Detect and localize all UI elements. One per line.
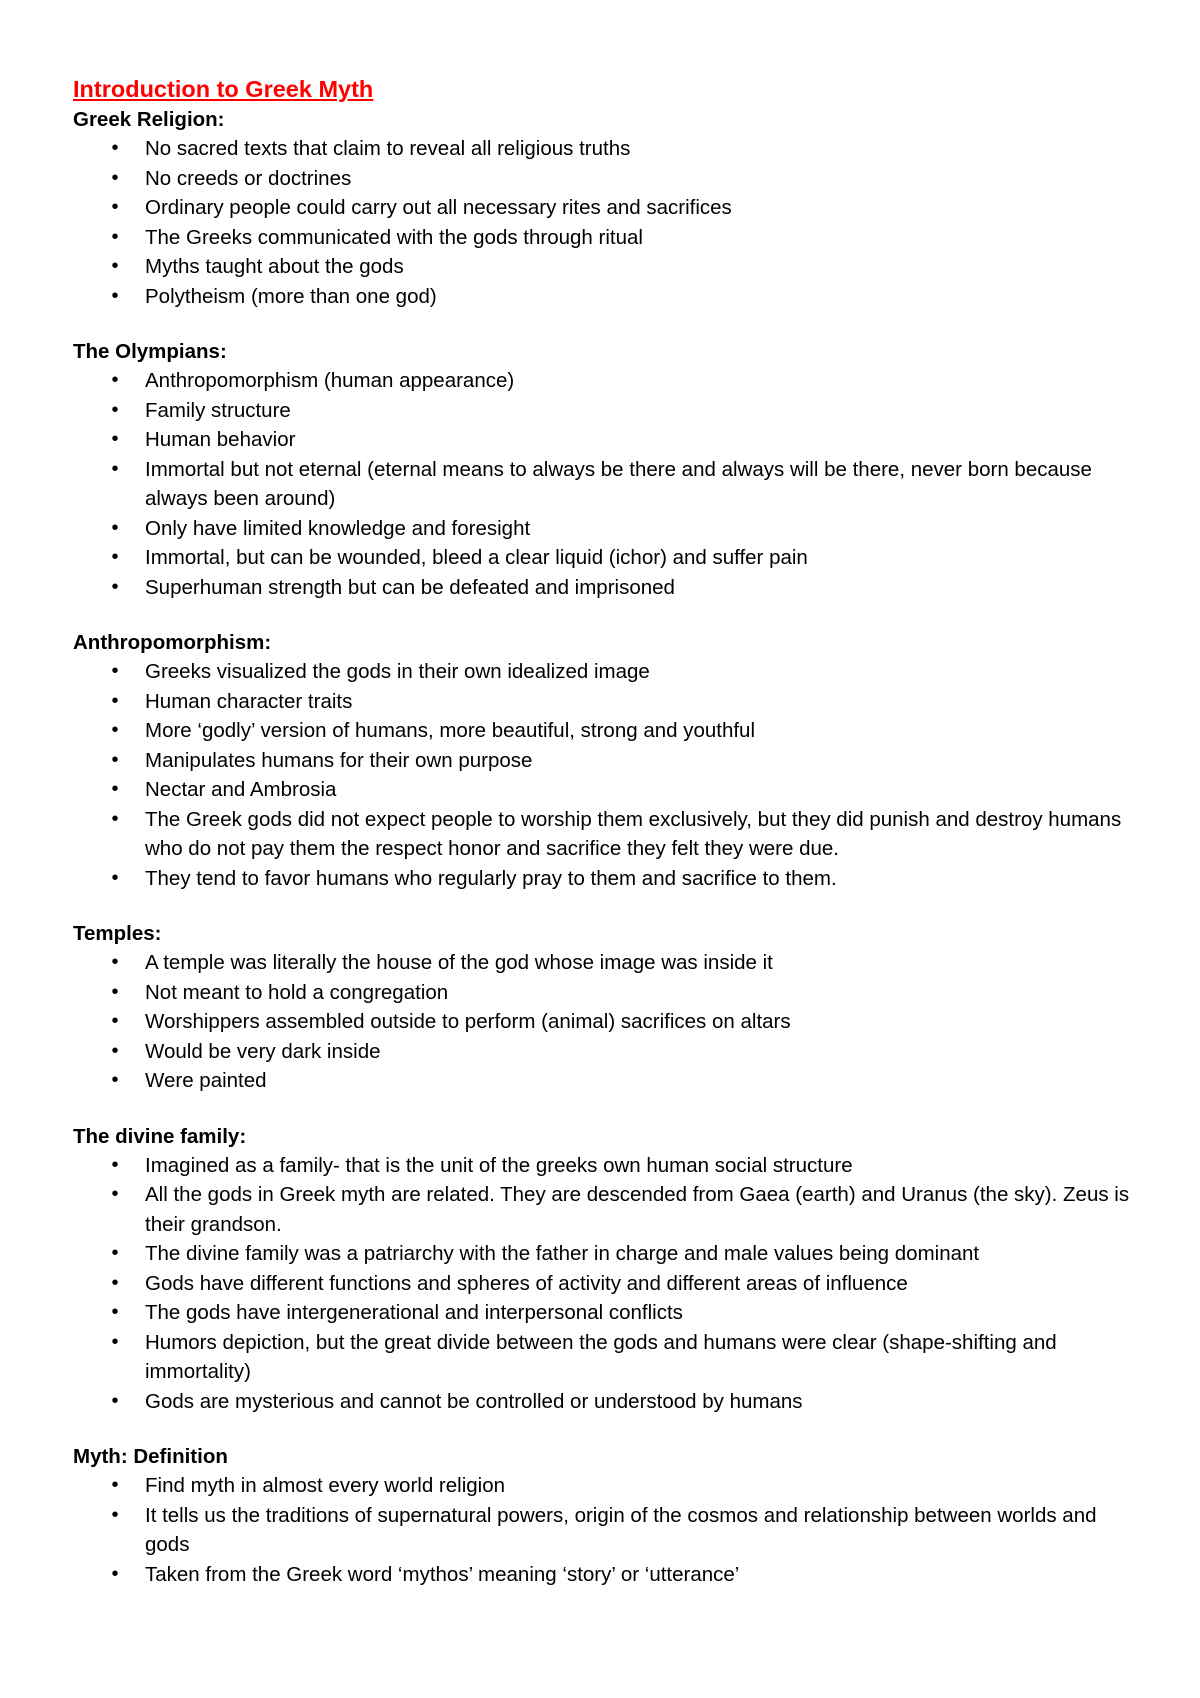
bullet-item [73, 716, 1133, 746]
bullet-point-icon: • [111, 1010, 119, 1032]
bullet-text: Were painted [145, 1069, 267, 1092]
bullet-text: A temple was literally the house of the god whose image was inside it [145, 951, 773, 974]
bullet-list [73, 948, 1133, 1096]
bullet-text: Gods are mysterious and cannot be controlled or understood by humans [145, 1389, 803, 1413]
bullet-point-icon: • [111, 1242, 119, 1264]
bullet-list [73, 1471, 1133, 1589]
bullet-text: Immortal but not eternal (eternal means to always be there and always will be there, never born because always been around) [145, 457, 1092, 510]
bullet-item [73, 746, 1133, 776]
bullet-item [73, 805, 1133, 864]
bullet-point-icon: • [111, 1183, 119, 1205]
bullet-point-icon: • [111, 546, 119, 568]
bullet-point-icon: • [111, 1271, 119, 1294]
bullet-item [73, 1328, 1133, 1387]
bullet-item [73, 1007, 1133, 1037]
bullet-point-icon: • [111, 980, 119, 1003]
bullet-point-icon: • [111, 516, 119, 539]
bullet-list [73, 134, 1133, 311]
bullet-text: Only have limited knowledge and foresight [145, 516, 531, 540]
document-title: Introduction to Greek Myth [73, 76, 374, 102]
bullet-point-icon: • [111, 660, 119, 682]
bullet-point-icon: • [111, 1301, 119, 1323]
section-heading: The divine family: [73, 1124, 247, 1148]
bullet-item [73, 282, 1133, 312]
bullet-item [73, 948, 1133, 978]
bullet-point-icon: • [111, 807, 119, 830]
bullet-text: The Greeks communicated with the gods through ritual [145, 225, 643, 249]
bullet-point-icon: • [111, 284, 119, 307]
bullet-point-icon: • [111, 719, 119, 741]
bullet-text: Gods have different functions and spheres of activity and different areas of influence [145, 1271, 908, 1295]
bullet-text: Not meant to hold a congregation [145, 980, 449, 1004]
bullet-item [73, 978, 1133, 1008]
bullet-item [73, 1269, 1133, 1299]
bullet-text: The Greek gods did not expect people to worship them exclusively, but they did punish and destroy humans who do not pay them the respect honor and sacrifice they felt they were due. [145, 807, 1122, 860]
bullet-item [73, 1066, 1133, 1096]
bullet-item [73, 1151, 1133, 1181]
bullet-point-icon: • [111, 225, 119, 248]
bullet-item [73, 134, 1133, 164]
bullet-item [73, 514, 1133, 544]
section [73, 629, 1133, 893]
bullet-item [73, 366, 1133, 396]
bullet-text: Taken from the Greek word ‘mythos’ meaning ‘story’ or ‘utterance’ [145, 1562, 740, 1586]
bullet-point-icon: • [111, 1069, 119, 1091]
bullet-text: No creeds or doctrines [145, 166, 352, 190]
bullet-item [73, 223, 1133, 253]
bullet-point-icon: • [111, 951, 119, 973]
bullet-item [73, 1387, 1133, 1417]
bullet-text: Ordinary people could carry out all necessary rites and sacrifices [145, 196, 732, 219]
bullet-point-icon: • [111, 196, 119, 218]
bullet-item [73, 193, 1133, 223]
bullet-item [73, 1180, 1133, 1239]
bullet-text: Worshippers assembled outside to perform (animal) sacrifices on altars [145, 1010, 791, 1033]
bullet-item [73, 1560, 1133, 1590]
bullet-text: Anthropomorphism (human appearance) [145, 369, 515, 392]
bullet-item [73, 1471, 1133, 1501]
bullet-item [73, 864, 1133, 894]
section [73, 1123, 1133, 1417]
bullet-point-icon: • [111, 398, 119, 421]
bullet-point-icon: • [111, 457, 119, 480]
section [73, 106, 1133, 311]
bullet-item [73, 1239, 1133, 1269]
section [73, 1443, 1133, 1589]
bullet-text: Polytheism (more than one god) [145, 284, 437, 308]
bullet-point-icon: • [111, 1503, 119, 1526]
bullet-point-icon: • [111, 575, 119, 598]
bullet-point-icon: • [111, 1562, 119, 1585]
bullet-point-icon: • [111, 866, 119, 889]
bullet-text: Superhuman strength but can be defeated and imprisoned [145, 575, 675, 599]
bullet-list [73, 1151, 1133, 1417]
section-heading: Myth: Definition [73, 1445, 228, 1468]
section-heading: The Olympians: [73, 340, 227, 363]
bullet-point-icon: • [111, 1153, 119, 1176]
bullet-point-icon: • [111, 748, 119, 771]
bullet-item [73, 425, 1133, 455]
bullet-point-icon: • [111, 778, 119, 800]
bullet-item [73, 657, 1133, 687]
bullet-item [73, 775, 1133, 805]
bullet-text: Nectar and Ambrosia [145, 778, 337, 801]
bullet-item [73, 687, 1133, 717]
sections-container [73, 106, 1133, 1589]
bullet-text: Human behavior [145, 428, 296, 451]
bullet-text: Manipulates humans for their own purpose [145, 748, 533, 772]
bullet-point-icon: • [111, 137, 119, 159]
bullet-list [73, 366, 1133, 602]
bullet-point-icon: • [111, 689, 119, 712]
bullet-text: All the gods in Greek myth are related. They are descended from Gaea (earth) and Uranus (the sky). Zeus is their grandson. [145, 1183, 1130, 1236]
bullet-item [73, 396, 1133, 426]
bullet-text: Find myth in almost every world religion [145, 1474, 506, 1497]
section-heading: Greek Religion: [73, 108, 225, 131]
bullet-text: Immortal, but can be wounded, bleed a clear liquid (ichor) and suffer pain [145, 546, 808, 569]
bullet-point-icon: • [111, 369, 119, 391]
bullet-text: Greeks visualized the gods in their own idealized image [145, 660, 650, 683]
section-heading: Temples: [73, 922, 162, 945]
bullet-text: Family structure [145, 398, 291, 422]
bullet-text: Would be very dark inside [145, 1039, 381, 1063]
bullet-text: The gods have intergenerational and interpersonal conflicts [145, 1301, 683, 1324]
bullet-text: Human character traits [145, 689, 353, 713]
bullet-text: Humors depiction, but the great divide between the gods and humans were clear (shape-shifting and immortality) [145, 1330, 1057, 1383]
bullet-point-icon: • [111, 255, 119, 277]
bullet-text: It tells us the traditions of supernatural powers, origin of the cosmos and relationship between worlds and gods [145, 1503, 1097, 1556]
bullet-point-icon: • [111, 1330, 119, 1353]
section [73, 920, 1133, 1096]
bullet-text: The divine family was a patriarchy with the father in charge and male values being dominant [145, 1242, 980, 1265]
section-heading: Anthropomorphism: [73, 631, 272, 654]
bullet-item [73, 573, 1133, 603]
bullet-list [73, 657, 1133, 893]
bullet-text: No sacred texts that claim to reveal all religious truths [145, 137, 631, 160]
bullet-text: Myths taught about the gods [145, 255, 404, 278]
bullet-point-icon: • [111, 1389, 119, 1412]
section [73, 338, 1133, 602]
bullet-item [73, 1501, 1133, 1560]
bullet-item [73, 1298, 1133, 1328]
bullet-point-icon: • [111, 166, 119, 189]
bullet-item [73, 455, 1133, 514]
bullet-item [73, 252, 1133, 282]
bullet-text: Imagined as a family- that is the unit of the greeks own human social structure [145, 1153, 853, 1177]
bullet-text: They tend to favor humans who regularly pray to them and sacrifice to them. [145, 866, 837, 890]
bullet-point-icon: • [111, 1474, 119, 1496]
document-page [73, 72, 1133, 1589]
bullet-item [73, 1037, 1133, 1067]
bullet-item [73, 164, 1133, 194]
bullet-item [73, 543, 1133, 573]
bullet-point-icon: • [111, 428, 119, 450]
bullet-point-icon: • [111, 1039, 119, 1062]
bullet-text: More ‘godly’ version of humans, more beautiful, strong and youthful [145, 719, 756, 742]
